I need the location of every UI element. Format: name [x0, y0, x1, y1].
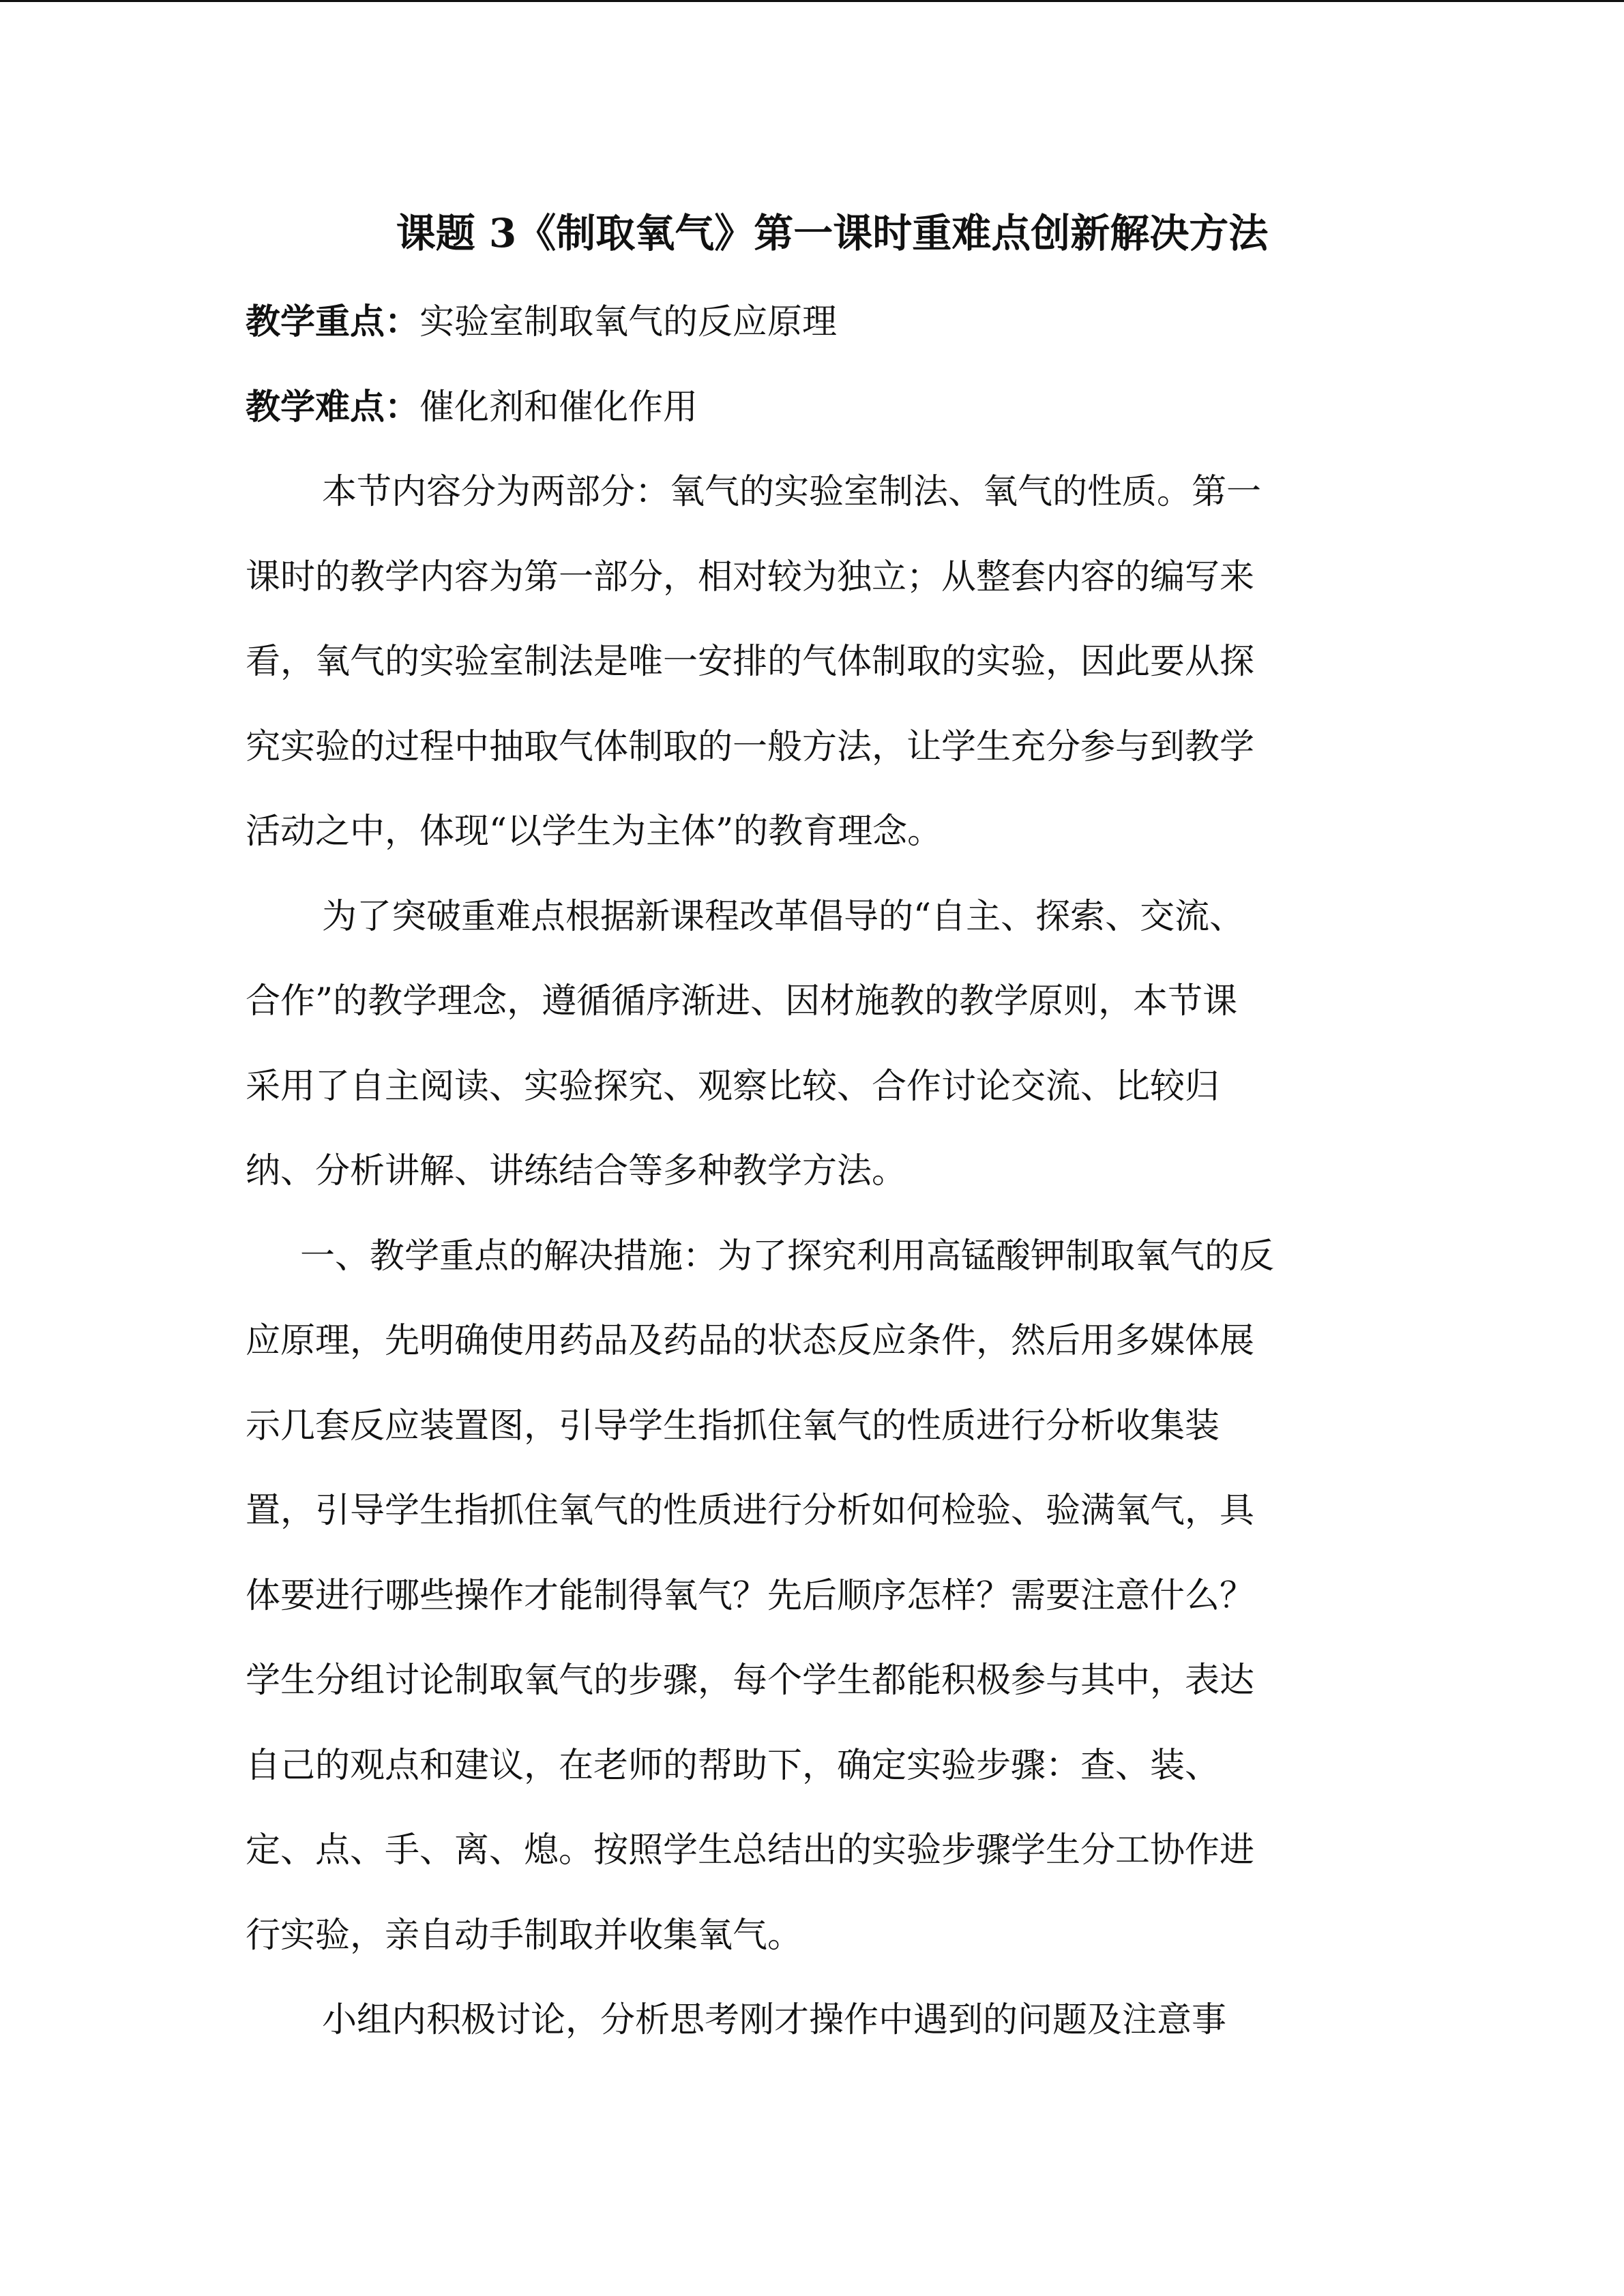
paragraph-line: 定、点、手、离、熄。按照学生总结出的实验步骤学生分工协作进 — [246, 1830, 1255, 1870]
paragraph-line: 小组内积极讨论，分析思考刚才操作中遇到的问题及注意事 — [322, 2000, 1227, 2040]
page-top-border — [0, 0, 1624, 2]
difficult-point-line — [246, 365, 1378, 450]
paragraph-methods — [246, 875, 1378, 1214]
difficult-point-label: 教学难点： — [246, 387, 420, 428]
paragraph-line: 究实验的过程中抽取气体制取的一般方法，让学生充分参与到教学 — [246, 726, 1255, 767]
paragraph-line: 行实验，亲自动手制取并收集氧气。 — [246, 1915, 803, 1956]
paragraph-intro — [246, 450, 1378, 875]
key-point-text: 实验室制取氧气的反应原理 — [419, 302, 838, 342]
paragraph-key-point-measures — [246, 1214, 1378, 1979]
paragraph-line: 活动之中，体现“以学生为主体”的教育理念。 — [246, 811, 943, 852]
paragraph-line: 看，氧气的实验室制法是唯一安排的气体制取的实验，因此要从探 — [246, 642, 1255, 682]
paragraph-line: 应原理，先明确使用药品及药品的状态反应条件，然后用多媒体展 — [246, 1321, 1255, 1361]
paragraph-group-discussion — [246, 1978, 1378, 2063]
paragraph-line: 学生分组讨论制取氧气的步骤，每个学生都能积极参与其中，表达 — [246, 1660, 1255, 1701]
paragraph-line: 纳、分析讲解、讲练结合等多种教学方法。 — [246, 1151, 907, 1191]
document-page — [246, 205, 1378, 2063]
key-point-line — [246, 280, 1378, 365]
paragraph-line: 本节内容分为两部分：氧气的实验室制法、氧气的性质。第一 — [322, 472, 1262, 512]
paragraph-line: 一、教学重点的解决措施：为了探究利用高锰酸钾制取氧气的反 — [300, 1236, 1275, 1277]
paragraph-line: 合作”的教学理念，遵循循序渐进、因材施教的教学原则，本节课 — [246, 981, 1238, 1022]
paragraph-line: 自己的观点和建议，在老师的帮助下，确定实验步骤：查、装、 — [246, 1745, 1220, 1786]
key-point-label: 教学重点： — [246, 301, 420, 342]
difficult-point-text: 催化剂和催化作用 — [419, 387, 698, 428]
paragraph-line: 为了突破重难点根据新课程改革倡导的“自主、探索、交流、 — [322, 896, 1245, 937]
paragraph-line: 课时的教学内容为第一部分，相对较为独立；从整套内容的编写来 — [246, 556, 1255, 597]
paragraph-line: 体要进行哪些操作才能制得氧气？先后顺序怎样？需要注意什么？ — [246, 1575, 1255, 1616]
paragraph-line: 置，引导学生指抓住氧气的性质进行分析如何检验、验满氧气，具 — [246, 1491, 1255, 1531]
paragraph-line: 采用了自主阅读、实验探究、观察比较、合作讨论交流、比较归 — [246, 1066, 1220, 1107]
document-title: 课题 3《制取氧气》第一课时重难点创新解决方法 — [396, 210, 1269, 256]
paragraph-line: 示几套反应装置图，引导学生指抓住氧气的性质进行分析收集装 — [246, 1405, 1220, 1446]
